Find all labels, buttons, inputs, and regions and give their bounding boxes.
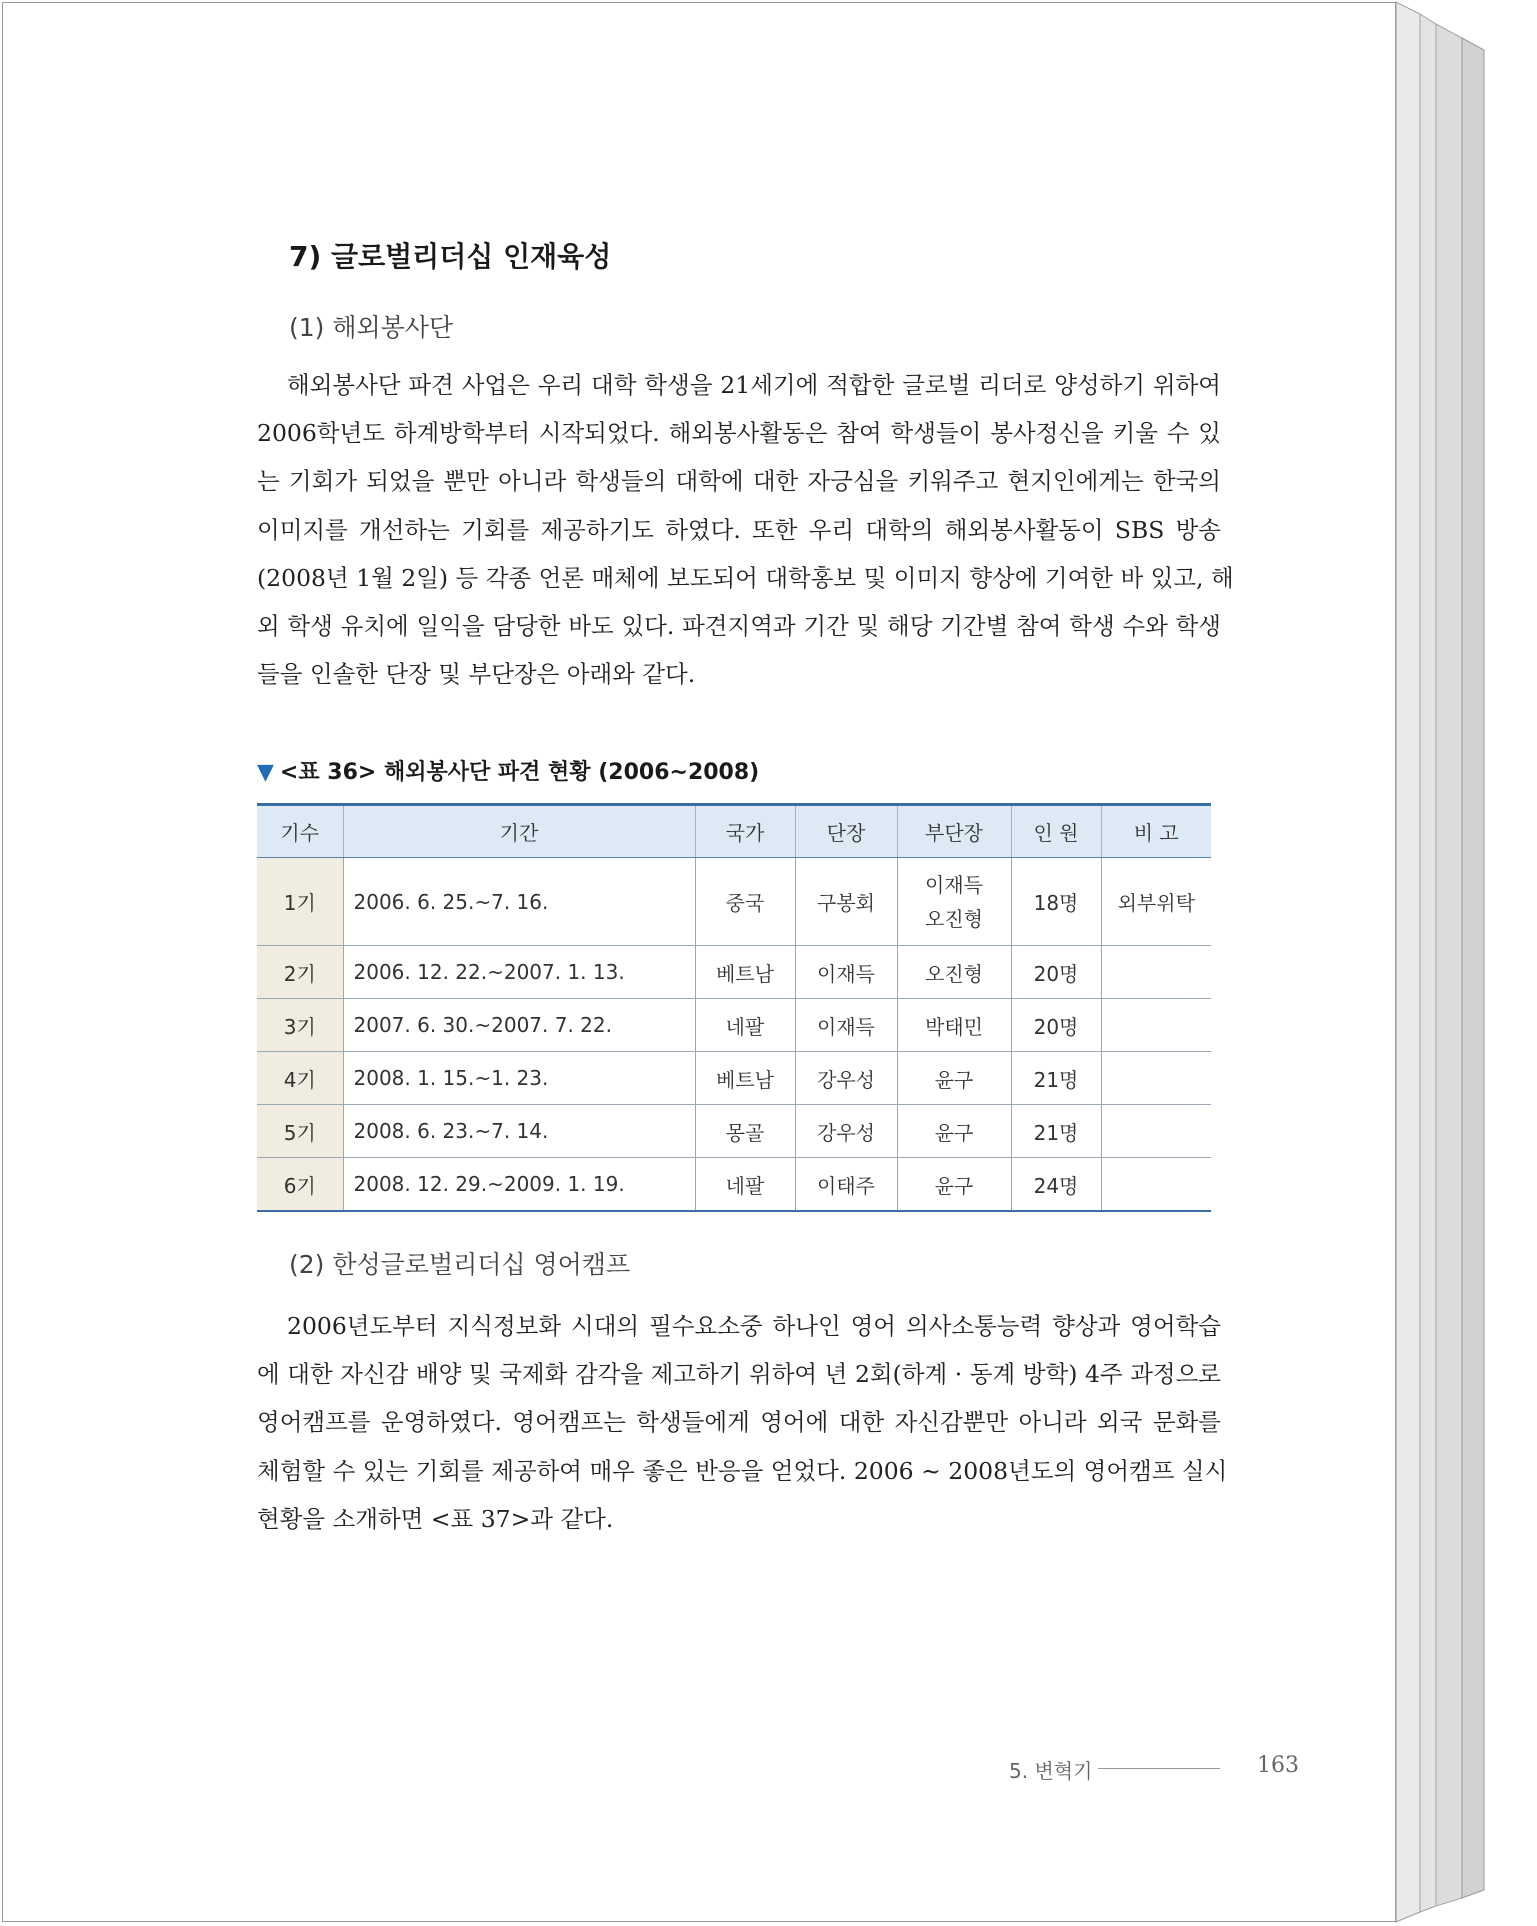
header-note: 비 고 — [1101, 805, 1211, 858]
cell-note — [1101, 1105, 1211, 1158]
cell-leader: 강우성 — [795, 1052, 897, 1105]
cell-country: 네팔 — [695, 1158, 795, 1212]
paragraph-2-line: 에 대한 자신감 배양 및 국제화 감각을 제고하기 위하여 년 2회(하계 · 동계 방학) 4주 과정으로 — [257, 1360, 1221, 1389]
table-row — [257, 999, 1211, 1052]
cell-gen: 5기 — [257, 1105, 343, 1158]
cell-country: 베트남 — [695, 1052, 795, 1105]
header-leader: 단장 — [795, 805, 897, 858]
cell-gen: 2기 — [257, 946, 343, 999]
paragraph-1-line: 들을 인솔한 단장 및 부단장은 아래와 같다. — [257, 660, 696, 689]
cell-vice — [897, 858, 1011, 946]
footer-chapter: 5. 변혁기 — [1009, 1759, 1093, 1783]
section-title: 7) 글로벌리더십 인재육성 — [289, 240, 612, 273]
cell-period: 2008. 12. 29.~2009. 1. 19. — [343, 1158, 695, 1212]
table-row — [257, 1158, 1211, 1212]
cell-note — [1101, 1052, 1211, 1105]
cell-period: 2008. 6. 23.~7. 14. — [343, 1105, 695, 1158]
cell-count: 21명 — [1011, 1105, 1101, 1158]
cell-vice: 윤구 — [897, 1105, 1011, 1158]
header-country: 국가 — [695, 805, 795, 858]
table-row — [257, 858, 1211, 946]
paragraph-1-line: 해외봉사단 파견 사업은 우리 대학 학생을 21세기에 적합한 글로벌 리더로 양성하기 위하여 — [287, 371, 1221, 399]
cell-vice-2: 오진형 — [925, 906, 983, 931]
cell-period: 2006. 12. 22.~2007. 1. 13. — [343, 946, 695, 999]
cell-gen: 3기 — [257, 999, 343, 1052]
cell-note: 외부위탁 — [1101, 858, 1211, 946]
cell-vice: 오진형 — [897, 946, 1011, 999]
paragraph-1 — [257, 361, 1234, 698]
cell-period: 2008. 1. 15.~1. 23. — [343, 1052, 695, 1105]
cell-count: 20명 — [1011, 999, 1101, 1052]
cell-country: 베트남 — [695, 946, 795, 999]
dispatch-table — [257, 803, 1211, 1212]
cell-vice-1: 이재득 — [925, 872, 983, 897]
book-page — [2, 2, 1396, 1922]
cell-vice: 윤구 — [897, 1158, 1011, 1212]
paragraph-1-line: 2006학년도 하계방학부터 시작되었다. 해외봉사활동은 참여 학생들이 봉사정신을 키울 수 있 — [257, 419, 1221, 448]
paragraph-1-line: 는 기회가 되었을 뿐만 아니라 학생들의 대학에 대한 자긍심을 키워주고 현지인에게는 한국의 — [257, 467, 1221, 496]
footer-rule — [1098, 1768, 1220, 1769]
header-gen: 기수 — [257, 805, 343, 858]
paragraph-1-line: 외 학생 유치에 일익을 담당한 바도 있다. 파견지역과 기간 및 해당 기간별 참여 학생 수와 학생 — [257, 611, 1221, 640]
paragraph-2-line: 체험할 수 있는 기회를 제공하여 매우 좋은 반응을 얻었다. 2006 ~ 2008년도의 영어캠프 실시 — [257, 1456, 1228, 1485]
cell-note — [1101, 946, 1211, 999]
cell-vice: 박태민 — [897, 999, 1011, 1052]
cell-gen: 4기 — [257, 1052, 343, 1105]
cell-country: 중국 — [695, 858, 795, 946]
subsection-title-1: (1) 해외봉사단 — [289, 313, 454, 342]
cell-country: 네팔 — [695, 999, 795, 1052]
header-vice: 부단장 — [897, 805, 1011, 858]
cell-count: 24명 — [1011, 1158, 1101, 1212]
paragraph-2 — [257, 1302, 1228, 1543]
header-count: 인 원 — [1011, 805, 1101, 858]
cell-leader: 강우성 — [795, 1105, 897, 1158]
cell-count: 20명 — [1011, 946, 1101, 999]
cell-vice: 윤구 — [897, 1052, 1011, 1105]
cell-count: 21명 — [1011, 1052, 1101, 1105]
table-row — [257, 1105, 1211, 1158]
table-row — [257, 946, 1211, 999]
cell-note — [1101, 1158, 1211, 1212]
cell-period: 2007. 6. 30.~2007. 7. 22. — [343, 999, 695, 1052]
cell-gen: 1기 — [257, 858, 343, 946]
cell-country: 몽골 — [695, 1105, 795, 1158]
paragraph-2-line: 영어캠프를 운영하였다. 영어캠프는 학생들에게 영어에 대한 자신감뿐만 아니라 외국 문화를 — [257, 1408, 1221, 1437]
cell-note — [1101, 999, 1211, 1052]
table-caption-text: <표 36> 해외봉사단 파견 현황 (2006~2008) — [279, 760, 760, 785]
table-caption — [257, 755, 759, 786]
cell-leader: 이태주 — [795, 1158, 897, 1212]
paragraph-1-line: (2008년 1월 2일) 등 각종 언론 매체에 보도되어 대학홍보 및 이미지 향상에 기여한 바 있고, 해 — [257, 563, 1234, 592]
paragraph-2-line: 2006년도부터 지식정보화 시대의 필수요소중 하나인 영어 의사소통능력 향상과 영어학습 — [287, 1312, 1221, 1340]
cell-gen: 6기 — [257, 1158, 343, 1212]
table-row — [257, 1052, 1211, 1105]
cell-count: 18명 — [1011, 858, 1101, 946]
header-period: 기간 — [343, 805, 695, 858]
subsection-title-2: (2) 한성글로벌리더십 영어캠프 — [289, 1250, 631, 1279]
cell-leader: 이재득 — [795, 946, 897, 999]
paragraph-1-line: 이미지를 개선하는 기회를 제공하기도 하였다. 또한 우리 대학의 해외봉사활동이 SBS 방송 — [257, 515, 1221, 544]
cell-period: 2006. 6. 25.~7. 16. — [343, 858, 695, 946]
cell-leader: 구봉회 — [795, 858, 897, 946]
triangle-down-icon: ▼ — [257, 760, 274, 785]
cell-leader: 이재득 — [795, 999, 897, 1052]
table-header-row — [257, 805, 1211, 858]
page-number: 163 — [1257, 1753, 1299, 1778]
paragraph-2-line: 현황을 소개하면 <표 37>과 같다. — [257, 1504, 614, 1533]
